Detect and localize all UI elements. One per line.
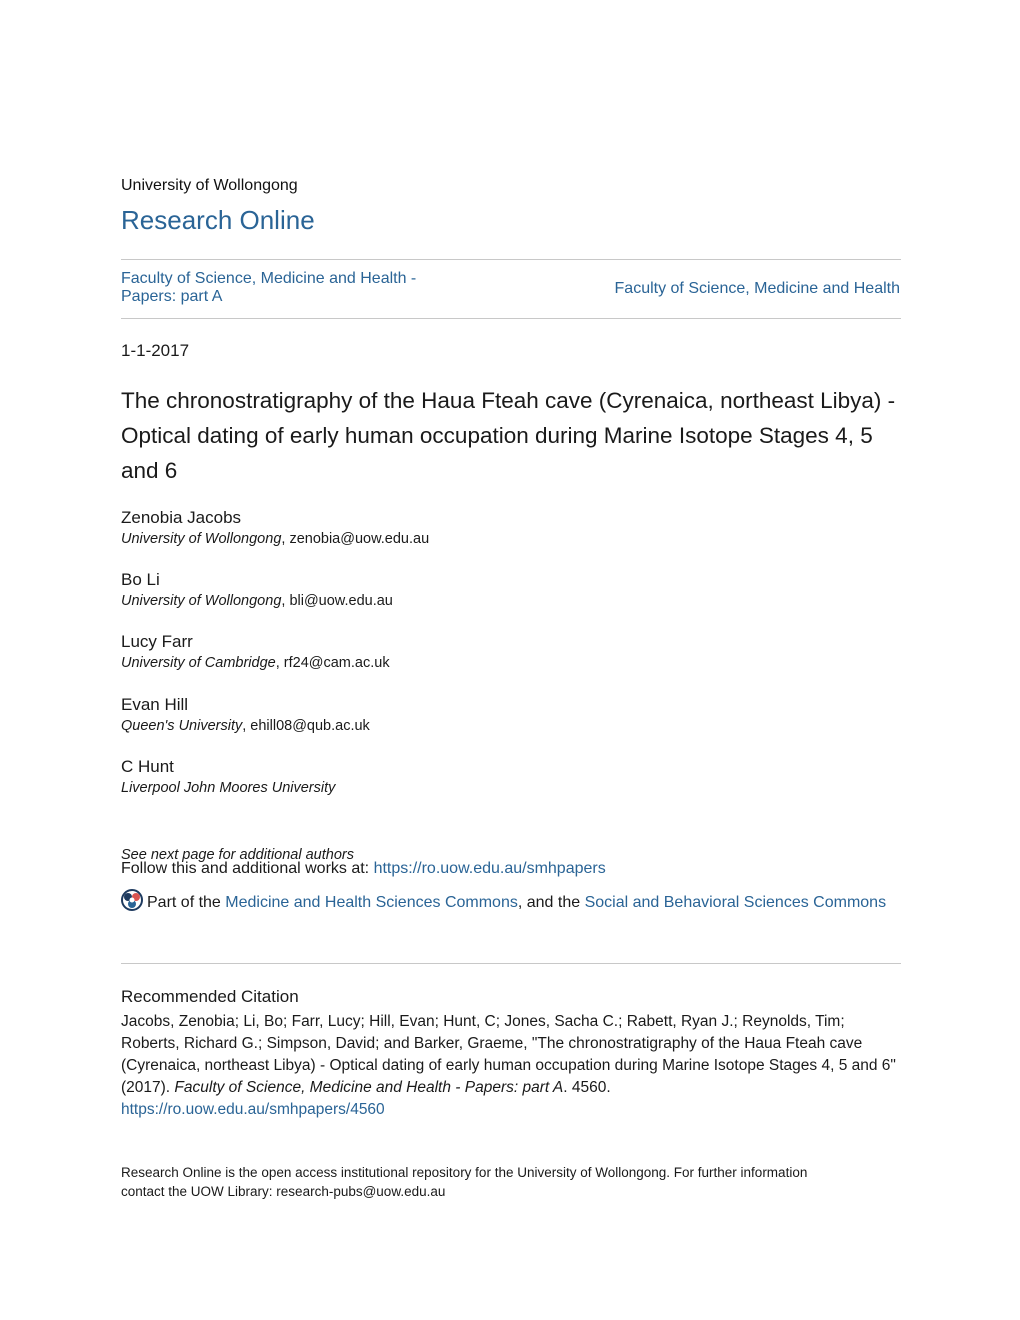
citation-url-link[interactable]: https://ro.uow.edu.au/smhpapers/4560	[121, 1101, 385, 1118]
part-of-middle: , and the	[517, 894, 585, 911]
medicine-health-commons-link[interactable]: Medicine and Health Sciences Commons	[225, 894, 518, 911]
author-block	[121, 570, 393, 610]
divider-citation	[121, 963, 901, 964]
citation-journal: Faculty of Science, Medicine and Health - Papers: part A	[174, 1079, 564, 1096]
footer-line-2: contact the UOW Library: research-pubs@uow.edu.au	[121, 1184, 446, 1199]
author-block	[121, 695, 370, 735]
citation-heading: Recommended Citation	[121, 987, 299, 1006]
institution-name: University of Wollongong	[121, 177, 298, 194]
series-link[interactable]	[121, 270, 481, 306]
series-line-2: Papers: part A	[121, 288, 223, 305]
author-institution: University of Wollongong	[121, 531, 282, 547]
author-name: Zenobia Jacobs	[121, 508, 242, 527]
part-of-line	[121, 889, 901, 917]
author-name: Evan Hill	[121, 695, 189, 714]
author-name: C Hunt	[121, 757, 174, 776]
author-name: Lucy Farr	[121, 632, 193, 651]
social-behavioral-commons-link[interactable]: Social and Behavioral Sciences Commons	[584, 894, 887, 911]
paper-title: The chronostratigraphy of the Haua Fteah cave (Cyrenaica, northeast Libya) - Optical dating of early human occupation during Marine Isotope Stages 4, 5 and 6	[121, 388, 896, 483]
author-email: , rf24@cam.ac.uk	[275, 655, 390, 671]
follow-text: Follow this and additional works at:	[121, 860, 374, 877]
author-email: , bli@uow.edu.au	[281, 593, 393, 609]
citation-text: Jacobs, Zenobia; Li, Bo; Farr, Lucy; Hill, Evan; Hunt, C; Jones, Sacha C.; Rabett, Ryan J.; Reynolds, Tim; Roberts, Richard G.; Simpson, David; and Barker, Graeme, "The chronostratigraphy of the Haua Fteah cave (Cyrenaica, northeast Libya) - Optical dating of early human occupation during Marine Isotope Stages 4, 5 and 6" (2017).	[121, 1013, 896, 1096]
author-institution: University of Cambridge	[121, 655, 276, 671]
author-affiliation	[121, 717, 370, 735]
footer-note	[121, 1163, 911, 1201]
footer-line-1: Research Online is the open access institutional repository for the University of Wollongong. For further information	[121, 1165, 808, 1180]
series-line-1: Faculty of Science, Medicine and Health -	[121, 270, 417, 287]
author-institution: University of Wollongong	[121, 593, 282, 609]
creative-commons-network-icon	[121, 889, 143, 911]
divider-series	[121, 318, 901, 319]
author-institution: Liverpool John Moores University	[121, 780, 336, 796]
author-block	[121, 632, 390, 672]
see-next-page-note: See next page for additional authors	[121, 847, 354, 863]
publication-date: 1-1-2017	[121, 341, 190, 360]
author-block	[121, 757, 335, 797]
citation-number: . 4560.	[563, 1079, 611, 1096]
author-email: , ehill08@qub.ac.uk	[242, 718, 370, 734]
citation-body	[121, 1011, 903, 1121]
author-affiliation	[121, 530, 429, 548]
repository-name-link[interactable]: Research Online	[121, 205, 315, 235]
author-affiliation	[121, 654, 390, 672]
author-email: , zenobia@uow.edu.au	[281, 531, 430, 547]
faculty-link[interactable]: Faculty of Science, Medicine and Health	[614, 280, 900, 297]
follow-url-link[interactable]: https://ro.uow.edu.au/smhpapers	[373, 860, 606, 877]
author-affiliation	[121, 779, 335, 797]
part-of-prefix: Part of the	[147, 894, 226, 911]
follow-line	[121, 860, 606, 878]
author-block	[121, 508, 429, 548]
author-institution: Queen's University	[121, 718, 243, 734]
author-name: Bo Li	[121, 570, 160, 589]
author-affiliation	[121, 592, 393, 610]
divider-top	[121, 259, 901, 260]
